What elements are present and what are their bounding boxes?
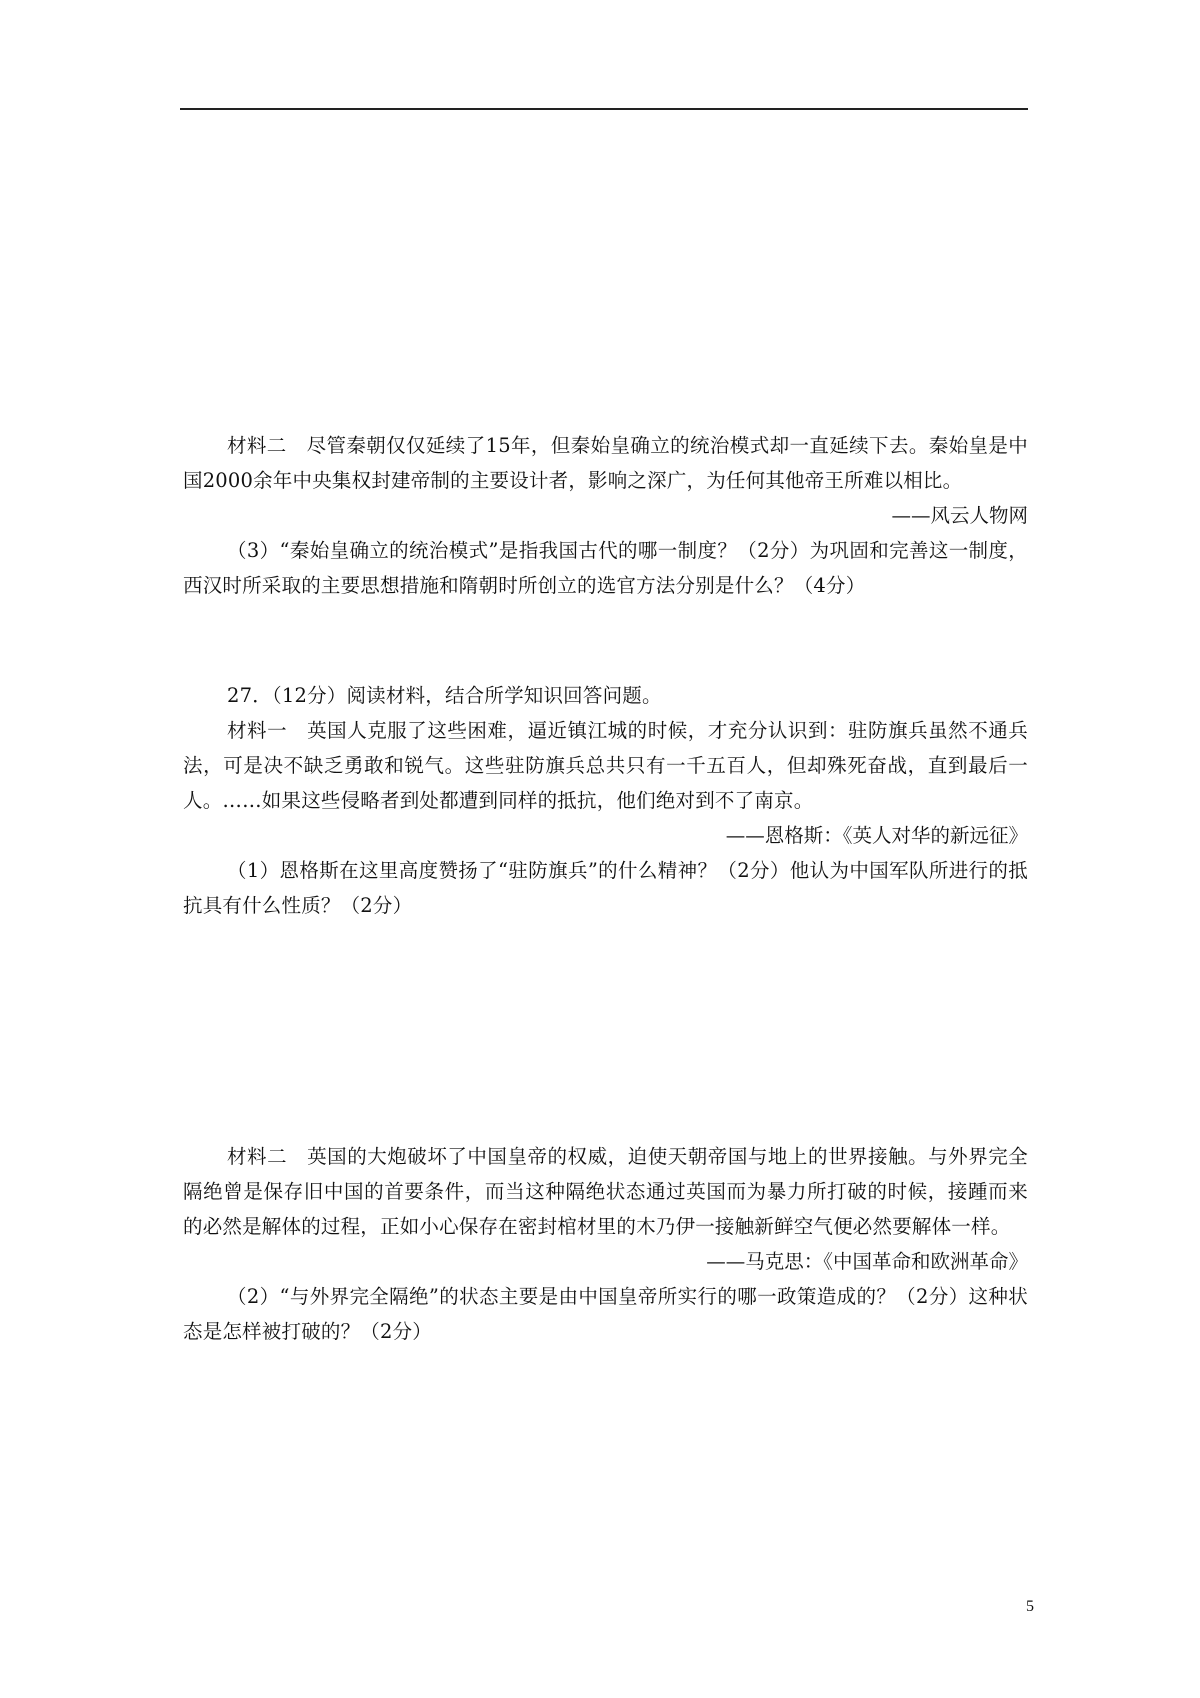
opium-material-block	[183, 1139, 1028, 1349]
header-rule	[180, 108, 1028, 110]
material-two-marx-source: ——马克思：《中国革命和欧洲革命》	[706, 1250, 1028, 1273]
material-one-source: ——恩格斯：《英人对华的新远征》	[725, 824, 1028, 847]
question-27-block	[183, 678, 1028, 923]
material-one-zhenjiang: 材料一 英国人克服了这些困难，逼近镇江城的时候，才充分认识到：驻防旗兵虽然不通兵法，可是决不缺乏勇敢和锐气。这些驻防旗兵总共只有一千五百人，但却殊死奋战，直到最后一人。……如果这些侵略者到处都遭到同样的抵抗，他们绝对到不了南京。	[183, 719, 1028, 812]
question-1: （1）恩格斯在这里高度赞扬了“驻防旗兵”的什么精神？（2分）他认为中国军队所进行的抵抗具有什么性质？（2分）	[183, 859, 1028, 917]
material-two-qin-source: ——风云人物网	[891, 504, 1028, 527]
material-two-qin: 材料二 尽管秦朝仅仅延续了15年，但秦始皇确立的统治模式却一直延续下去。秦始皇是中国2000余年中央集权封建帝制的主要设计者，影响之深广，为任何其他帝王所难以相比。	[183, 434, 1028, 492]
material-two-marx: 材料二 英国的大炮破坏了中国皇帝的权威，迫使天朝帝国与地上的世界接触。与外界完全隔绝曾是保存旧中国的首要条件，而当这种隔绝状态通过英国而为暴力所打破的时候，接踵而来的必然是解体的过程，正如小心保存在密封棺材里的木乃伊一接触新鲜空气便必然要解体一样。	[183, 1145, 1028, 1238]
qin-material-block	[183, 428, 1028, 603]
question-2: （2）“与外界完全隔绝”的状态主要是由中国皇帝所实行的哪一政策造成的？（2分）这种状态是怎样被打破的？（2分）	[183, 1285, 1028, 1343]
question-3: （3）“秦始皇确立的统治模式”是指我国古代的哪一制度？（2分）为巩固和完善这一制度，西汉时所采取的主要思想措施和隋朝时所创立的选官方法分别是什么？（4分）	[183, 539, 1028, 597]
question-27-heading: 27．（12分）阅读材料，结合所学知识回答问题。	[227, 684, 662, 707]
page-number: 5	[1026, 1598, 1034, 1615]
